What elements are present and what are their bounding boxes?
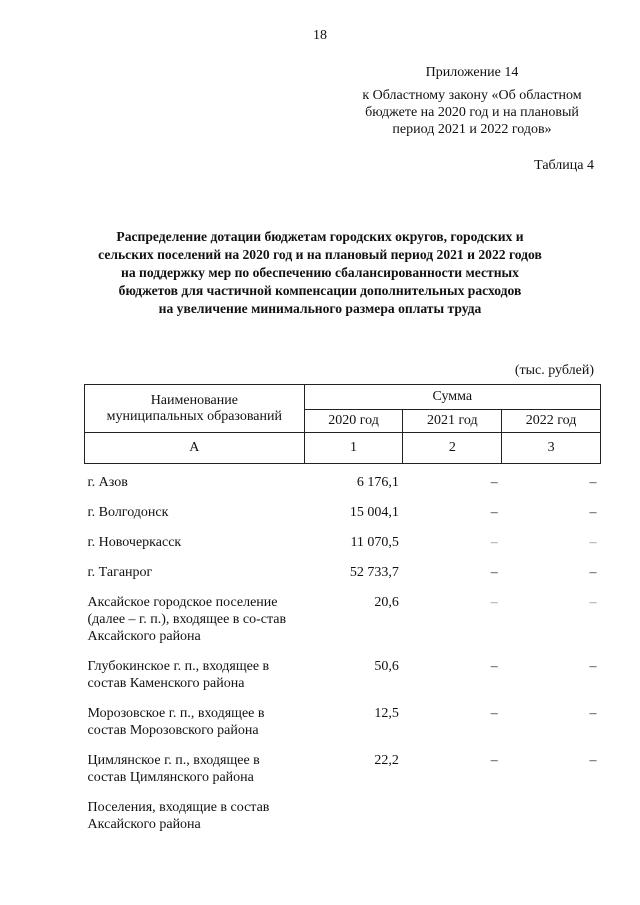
amount-2021: – — [490, 753, 498, 768]
table-row — [85, 474, 601, 504]
amount-2021: – — [490, 475, 498, 490]
amount-2020 — [304, 799, 403, 846]
title-line: сельских поселений на 2020 год и на плановый период 2021 и 2022 годов — [98, 247, 542, 262]
appendix-reference — [340, 64, 604, 138]
municipality-name: Аксайское городское поселение (далее – г. п.), входящее в со-став Аксайского района — [87, 595, 287, 644]
page-number: 18 — [313, 28, 327, 43]
column-index-3: 3 — [502, 433, 601, 464]
budget-table — [84, 384, 601, 846]
amount-2021: – — [490, 565, 498, 580]
municipality-name: Поселения, входящие в состав Аксайского района — [87, 800, 270, 832]
amount-2022 — [502, 799, 601, 846]
title-line: бюджетов для частичной компенсации дополнительных расходов — [118, 283, 522, 298]
document-title — [60, 228, 580, 318]
table-header — [85, 385, 601, 464]
amount-2022: – — [589, 753, 597, 768]
appendix-line: к Областному закону «Об областном — [362, 88, 582, 103]
amount-2022: – — [589, 475, 597, 490]
column-header-sum: Сумма — [304, 385, 600, 410]
amount-2021: – — [490, 659, 498, 674]
table-row — [85, 799, 601, 846]
municipality-name: г. Волгодонск — [87, 505, 169, 520]
column-index-1: 1 — [304, 433, 403, 464]
title-line: на увеличение минимального размера оплаты труда — [158, 301, 482, 316]
amount-2020: 52 733,7 — [349, 565, 399, 580]
column-index-2: 2 — [403, 433, 502, 464]
amount-2022: – — [589, 595, 597, 610]
amount-2022: – — [589, 706, 597, 721]
municipality-name: Цимлянское г. п., входящее в состав Цимлянского района — [87, 753, 260, 785]
units-label: (тыс. рублей) — [514, 363, 594, 378]
table-row — [85, 504, 601, 534]
title-line: на поддержку мер по обеспечению сбалансированности местных — [121, 265, 519, 280]
amount-2020: 22,2 — [374, 753, 399, 768]
title-line: Распределение дотации бюджетам городских округов, городских и — [116, 229, 524, 244]
table-body — [85, 464, 601, 847]
amount-2022: – — [589, 565, 597, 580]
municipality-name: г. Таганрог — [87, 565, 153, 580]
appendix-title: Приложение 14 — [425, 65, 519, 80]
municipality-name: Морозовское г. п., входящее в состав Морозовского района — [87, 706, 265, 738]
table-row — [85, 564, 601, 594]
table-number: Таблица 4 — [534, 158, 594, 173]
column-header-2020: 2020 год — [304, 410, 403, 433]
amount-2021: – — [490, 535, 498, 550]
municipality-name: г. Азов — [87, 475, 128, 490]
amount-2022: – — [589, 659, 597, 674]
table-row — [85, 534, 601, 564]
amount-2020: 6 176,1 — [356, 475, 399, 490]
municipality-name: г. Новочеркасск — [87, 535, 182, 550]
appendix-line: бюджете на 2020 год и на плановый — [365, 105, 579, 120]
table-row — [85, 658, 601, 705]
amount-2020: 12,5 — [374, 706, 399, 721]
amount-2021: – — [490, 505, 498, 520]
table-row — [85, 752, 601, 799]
amount-2022: – — [589, 535, 597, 550]
amount-2021: – — [490, 595, 498, 610]
table-row — [85, 594, 601, 658]
appendix-line: период 2021 и 2022 годов» — [392, 122, 552, 137]
column-index-a: А — [85, 433, 305, 464]
amount-2020: 11 070,5 — [350, 535, 399, 550]
column-header-2022: 2022 год — [502, 410, 601, 433]
amount-2022: – — [589, 505, 597, 520]
column-header-2021: 2021 год — [403, 410, 502, 433]
column-header-name: Наименование муниципальных образований — [85, 385, 305, 433]
amount-2021: – — [490, 706, 498, 721]
table-row — [85, 705, 601, 752]
amount-2020: 50,6 — [374, 659, 399, 674]
municipality-name: Глубокинское г. п., входящее в состав Каменского района — [87, 659, 270, 691]
amount-2020: 20,6 — [374, 595, 399, 610]
amount-2021 — [403, 799, 502, 846]
amount-2020: 15 004,1 — [349, 505, 399, 520]
